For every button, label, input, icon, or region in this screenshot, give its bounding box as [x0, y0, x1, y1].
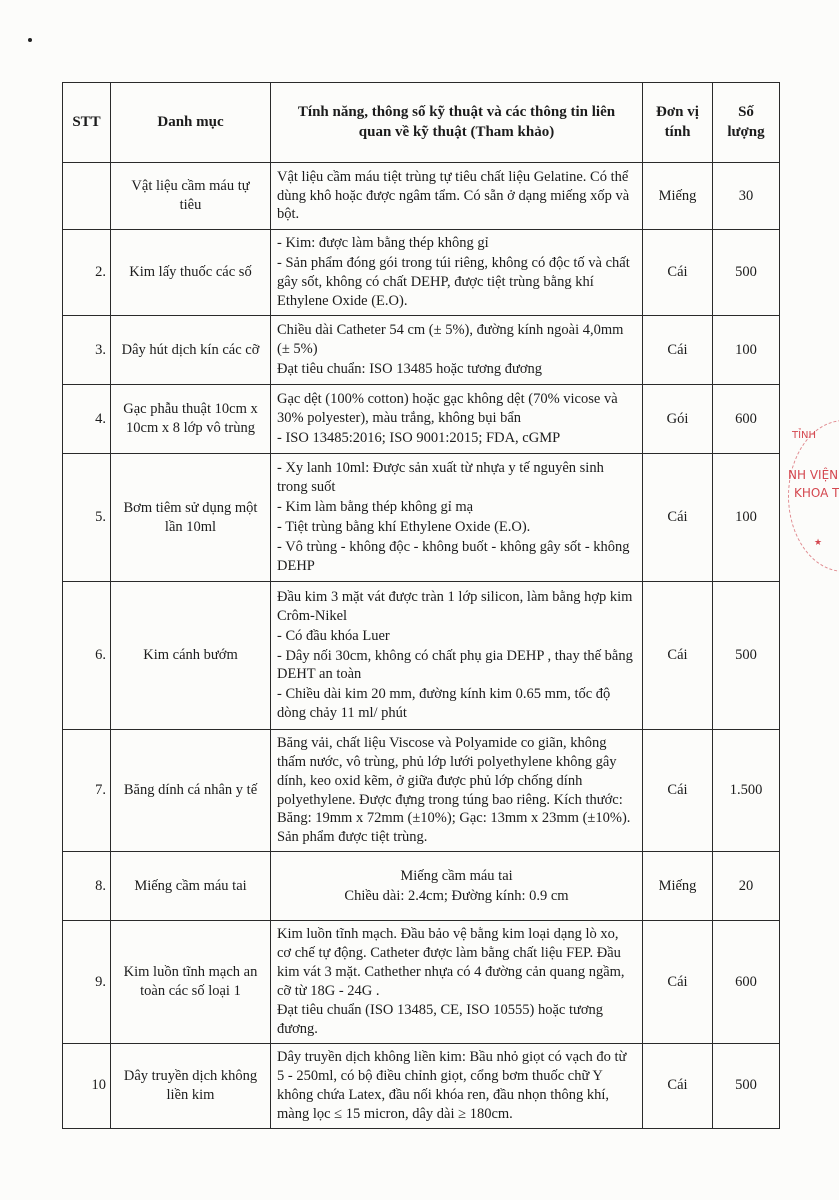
row-unit: Cái	[643, 1044, 713, 1128]
row-spec: Chiều dài Catheter 54 cm (± 5%), đường kính ngoài 4,0mm (± 5%) Đạt tiêu chuẩn: ISO 13485 hoặc tương đương	[271, 316, 643, 385]
seal-text-lower: KHOA T	[794, 486, 839, 500]
row-category: Kim luồn tĩnh mạch an toàn các số loại 1	[111, 921, 271, 1044]
header-stt: STT	[63, 83, 111, 163]
row-spec: - Xy lanh 10ml: Được sản xuất từ nhựa y tế nguyên sinh trong suốt - Kim làm bằng thép không gỉ mạ - Tiệt trùng bằng khí Ethylene Oxide (E.O). - Vô trùng - không độc - không buốt - không gây sốt - không DEHP	[271, 454, 643, 582]
row-unit: Miếng	[643, 852, 713, 921]
row-qty: 500	[713, 582, 780, 730]
header-qty: Số lượng	[713, 83, 780, 163]
row-qty: 100	[713, 316, 780, 385]
table-row	[63, 582, 780, 730]
scan-speck	[28, 38, 32, 42]
table-row	[63, 385, 780, 454]
row-spec: Miếng cầm máu tai Chiều dài: 2.4cm; Đường kính: 0.9 cm	[271, 852, 643, 921]
row-stt: 3.	[63, 316, 111, 385]
red-seal-stamp	[784, 410, 839, 570]
row-spec: Vật liệu cầm máu tiệt trùng tự tiêu chất liệu Gelatine. Có thể dùng khô hoặc được ngâm tẩm. Có sẵn ở dạng miếng xốp và bột.	[271, 163, 643, 230]
row-category: Vật liệu cầm máu tự tiêu	[111, 163, 271, 230]
row-category: Kim cánh bướm	[111, 582, 271, 730]
header-category: Danh mục	[111, 83, 271, 163]
row-unit: Cái	[643, 230, 713, 316]
row-spec: Dây truyền dịch không liền kim: Bầu nhỏ giọt có vạch đo từ 5 - 250ml, có bộ điều chỉnh giọt, cổng bơm thuốc chữ Y không chứa Latex, đầu nối khóa ren, đầu nhọn thông khí, màng lọc ≤ 15 micron, dây dài ≥ 180cm.	[271, 1044, 643, 1128]
row-qty: 30	[713, 163, 780, 230]
table-row	[63, 730, 780, 852]
table-row	[63, 852, 780, 921]
row-category: Dây truyền dịch không liền kim	[111, 1044, 271, 1128]
row-stt: 6.	[63, 582, 111, 730]
seal-text-middle: NH VIỆN	[788, 468, 839, 482]
row-qty: 100	[713, 454, 780, 582]
row-category: Dây hút dịch kín các cỡ	[111, 316, 271, 385]
table-row	[63, 1044, 780, 1128]
row-unit: Miếng	[643, 163, 713, 230]
seal-star-icon: ★	[814, 538, 823, 548]
equipment-table	[62, 82, 780, 1129]
row-unit: Cái	[643, 582, 713, 730]
header-unit: Đơn vị tính	[643, 83, 713, 163]
row-category: Kim lấy thuốc các số	[111, 230, 271, 316]
row-category: Bơm tiêm sử dụng một lần 10ml	[111, 454, 271, 582]
row-unit: Cái	[643, 454, 713, 582]
table-header-row	[63, 83, 780, 163]
table-row	[63, 921, 780, 1044]
row-stt: 5.	[63, 454, 111, 582]
row-unit: Cái	[643, 921, 713, 1044]
row-stt	[63, 163, 111, 230]
table-row	[63, 163, 780, 230]
row-stt: 10	[63, 1044, 111, 1128]
row-spec: Băng vải, chất liệu Viscose và Polyamide co giãn, không thấm nước, vô trùng, phủ lớp lưới polyethylene không gây dính, keo oxid kẽm, ở giữa được phủ lớp chống dính polyethylene. Được đựng trong túng bao riêng. Kích thước: Băng: 19mm x 72mm (±10%); Gạc: 13mm x 23mm (±10%). Sản phẩm được tiệt trùng.	[271, 730, 643, 852]
row-stt: 7.	[63, 730, 111, 852]
row-category: Băng dính cá nhân y tế	[111, 730, 271, 852]
row-qty: 1.500	[713, 730, 780, 852]
row-stt: 9.	[63, 921, 111, 1044]
table-row	[63, 316, 780, 385]
row-category: Miếng cầm máu tai	[111, 852, 271, 921]
row-spec: - Kim: được làm bằng thép không gỉ - Sản phẩm đóng gói trong túi riêng, không có độc tố và chất gây sốt, không có chất DEHP, được tiệt trùng bằng khí Ethylene Oxide (E.O).	[271, 230, 643, 316]
row-spec: Kim luồn tĩnh mạch. Đầu bảo vệ bằng kim loại dạng lò xo, cơ chế tự động. Catheter được làm bằng chất liệu FEP. Đầu kim vát 3 mặt. Cathether nhựa có 4 đường cản quang ngầm, cỡ từ 18G - 24G . Đạt tiêu chuẩn (ISO 13485, CE, ISO 10555) hoặc tương đương.	[271, 921, 643, 1044]
row-stt: 8.	[63, 852, 111, 921]
header-spec: Tính năng, thông số kỹ thuật và các thông tin liên quan về kỹ thuật (Tham khảo)	[271, 83, 643, 163]
row-spec: Gạc dệt (100% cotton) hoặc gạc không dệt (70% vicose và 30% polyester), màu trắng, không bụi bẩn - ISO 13485:2016; ISO 9001:2015; FDA, cGMP	[271, 385, 643, 454]
row-qty: 600	[713, 921, 780, 1044]
row-spec: Đầu kim 3 mặt vát được tràn 1 lớp silicon, làm bằng hợp kim Crôm-Nikel - Có đầu khóa Luer - Dây nối 30cm, không có chất phụ gia DEHP , thay thế bằng DEHT an toàn - Chiều dài kim 20 mm, đường kính kim 0.65 mm, tốc độ dòng chảy 11 ml/ phút	[271, 582, 643, 730]
row-stt: 4.	[63, 385, 111, 454]
seal-text-top: TỈNH	[792, 430, 817, 441]
row-unit: Gói	[643, 385, 713, 454]
table-row	[63, 454, 780, 582]
row-stt: 2.	[63, 230, 111, 316]
row-qty: 500	[713, 230, 780, 316]
row-qty: 600	[713, 385, 780, 454]
row-qty: 20	[713, 852, 780, 921]
table-row	[63, 230, 780, 316]
row-category: Gạc phẫu thuật 10cm x 10cm x 8 lớp vô trùng	[111, 385, 271, 454]
row-qty: 500	[713, 1044, 780, 1128]
row-unit: Cái	[643, 730, 713, 852]
row-unit: Cái	[643, 316, 713, 385]
